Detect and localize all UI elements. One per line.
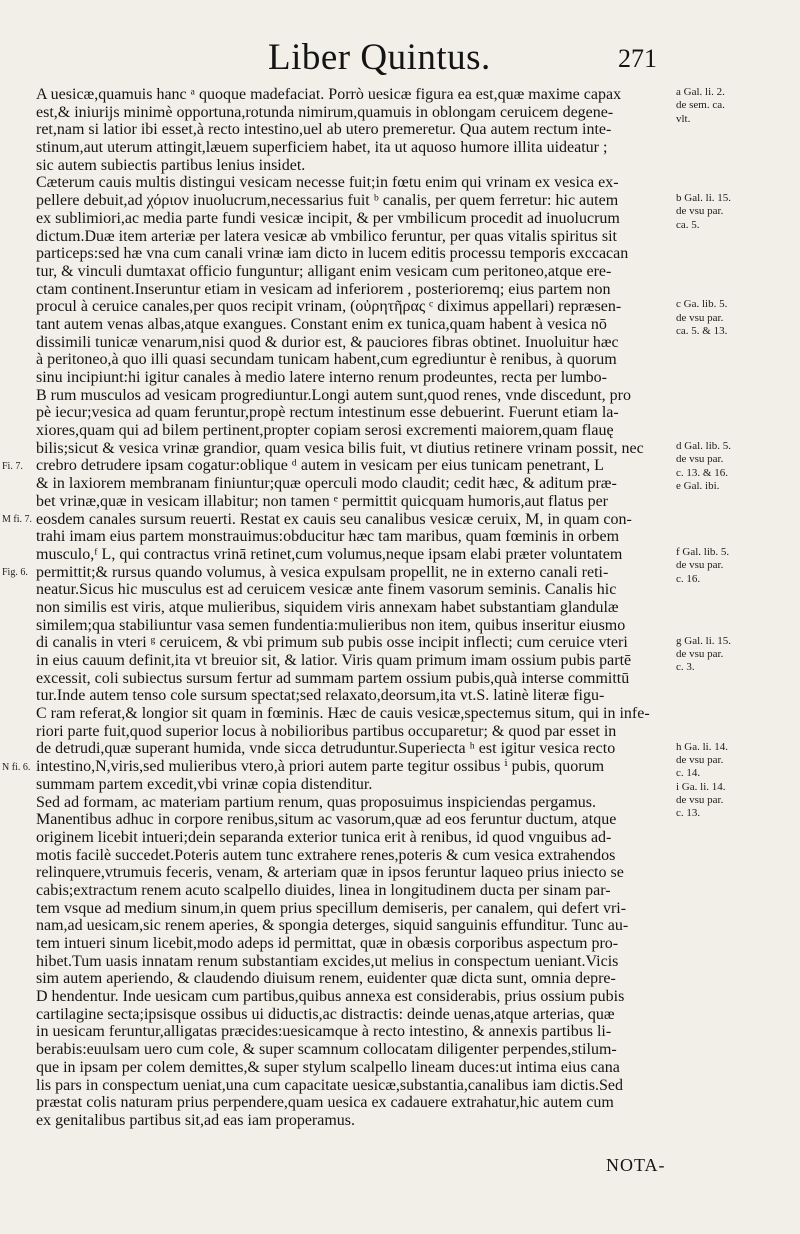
text-line: trahi imam eius partem monstrauimus:obducitur hæc tam maribus, quam fœminis in orbem (36, 528, 620, 546)
text-line: à peritoneo,à quo illi quasi secundam tunicam habent,cum egrediuntur è renibus, à quorum (36, 351, 617, 369)
right-margin-note: e Gal. ibi. (676, 479, 720, 492)
text-line: non similis est viris, atque mulieribus, siquidem viris annexam habet substantiam glandulæ (36, 598, 619, 616)
right-margin-note: de vsu par. (676, 647, 724, 660)
body-text (36, 86, 672, 1130)
text-line: ret,nam si latior ibi esset,à recto intestino,uel ab utero premeretur. Qua autem rectum inte- (36, 121, 612, 139)
right-margin-note: de vsu par. (676, 205, 724, 218)
text-line: & in laxiorem membranam finiuntur;quæ operculi modo claudit; cedit hæc, & aditum præ- (36, 475, 617, 493)
right-margin-note: ca. 5. & 13. (676, 324, 728, 337)
right-margin-note: h Ga. li. 14. (676, 740, 728, 753)
text-line: Sed ad formam, ac materiam partium renum, quas proposuimus inspiciendas pergamus. (36, 793, 597, 811)
text-line: tur, & vinculi dumtaxat officio funguntur; alligant enim vesicam cum peritoneo,atque ere- (36, 262, 612, 280)
right-margin-note: de sem. ca. (676, 99, 725, 112)
text-line: lis pars in conspectum ueniat,una cum capacitate uesicæ,substantia,canalibus iam dictis.Sed (36, 1076, 623, 1094)
text-line: tem vsque ad medium sinum,in quem prius specillum demiseris, per canalem, qui defert vri- (36, 899, 627, 917)
text-line: relinquere,vtrumuis feceris, venam, & arteriam quæ in ipsos feruntur laqueo prius iniecto se (36, 864, 624, 882)
text-line: procul à ceruice canales,per quos recipit vrinam, (οὐρητῆρας ᶜ diximus appellari) repræsen- (36, 298, 622, 316)
text-line: sinu incipiunt:hi igitur canales à medio latere interno renum prodeuntes, recta per lumbo- (36, 369, 607, 386)
page-title: Liber Quintus. (268, 37, 491, 78)
right-margin-note: de vsu par. (676, 754, 724, 767)
text-line: in uesicam feruntur,alligatas præcides:uesicamque à recto intestino, & annexis partibus li- (36, 1023, 612, 1041)
right-margin-note: c. 14. (676, 767, 701, 780)
left-margin-note: Fig. 6. (2, 566, 28, 578)
right-margin-note: de vsu par. (676, 311, 724, 324)
text-line: ex genitalibus partibus sit,ad eas iam properamus. (36, 1111, 356, 1129)
right-margin-note: c. 13. & 16. (676, 466, 728, 479)
text-line: præstat colis naturam prius perpendere,quam uesica ex cadauere extrahatur,hic autem cum (36, 1094, 614, 1112)
right-margin-note: de vsu par. (676, 453, 724, 466)
text-line: ctam continent.Inseruntur etiam in vesicam ad inferiorem , posterioremq; eius partem non (36, 280, 611, 298)
text-line: berabis:euulsam uero cum cole, & super scamnum collocatam diligenter perpendes,stilum- (36, 1041, 617, 1059)
text-line: pellere debuit,ad χόριον inuolucrum,necessarius fuit ᵇ canalis, per quem ferretur: hic autem (36, 192, 619, 210)
text-line: similem;qua stabiliuntur vasa semen fundentia:mulieribus non item, quibus inseritur eiusmo (36, 616, 626, 634)
text-line: excessit, coli subiectus sursum fertur ad summam partem ossium pubis,quà interse committū (36, 669, 630, 687)
text-line: sic autem subiectis partibus lenius insidet. (36, 156, 306, 174)
text-line: crebro detrudere ipsam cogatur:oblique ᵈ autem in vesicam per eius tunicam penetrant, L (36, 457, 604, 475)
text-line: dictum.Duæ item arteriæ per latera vesicæ ab vmbilico feruntur, per quas vitalis spiritus sit (36, 227, 617, 245)
right-margin-note: c. 16. (676, 572, 701, 585)
right-margin-note: b Gal. li. 15. (676, 192, 731, 205)
text-line: stinum,aut uterum attingit,læuem superficiem habet, ita ut aquoso humore illita uideatur ; (36, 139, 608, 157)
text-line: sim autem aperiendo, & claudendo diuisum renem, euidenter quæ dicta sunt, omnia depre- (36, 970, 616, 988)
text-line: xiores,quam qui ad bilem pertinent,propter copiam serosi excrementi maiorem,quam flauę (36, 422, 614, 440)
right-margin-note: c. 3. (676, 661, 695, 674)
text-line: cartilagine secta;ipsisque ossibus ui diductis,ac distractis: deinde uenas,atque arterias, quæ (36, 1005, 615, 1023)
text-line: bilis;sicut & vesica vrinæ grandior, quam vesica bilis fuit, vt diutius retinere vrinam possit, nec (36, 439, 644, 457)
text-line: tem intueri sinum licebit,modo adeps id permittat, quæ in obæsis corporibus aspectum pro- (36, 935, 619, 952)
text-line: C ram referat,& longior sit quam in fœminis. Hæc de cauis vesicæ,spectemus situm, qui in infe- (36, 705, 650, 723)
text-line: particeps:sed hæ vna cum canali vrinæ iam dicto in lucem editis processu temporis exccacan (36, 245, 629, 263)
text-line: in eius cauum definit,ita vt breuior sit, & latior. Viris quam primum imam ossium pubis partē (36, 652, 632, 669)
text-line: D hendentur. Inde uesicam cum partibus,quibus annexa est considerabis, prius ossium pubis (36, 988, 625, 1006)
text-line: permittit;& rursus quando volumus, à vesica expulsam propellit, ne in externo canali reti- (36, 563, 609, 581)
text-line: di canalis in vteri ᵍ ceruicem, & vbi primum sub pubis osse incipit inflecti; cum ceruice vteri (36, 634, 628, 652)
text-line: est,& iniurijs minimè opportuna,rotunda nimirum,quamuis in oblongam ceruicem degene- (36, 103, 614, 121)
right-margin-note: g Gal. li. 15. (676, 634, 731, 647)
text-line: cabis;extractum renem acuto scalpello diuides, linea in longitudinem ducta per sinam par- (36, 881, 611, 899)
text-line: eosdem canales sursum reuerti. Restat ex cauis seu canalibus vesicæ ceruix, M, in quam con- (36, 510, 632, 528)
text-line: Cæterum cauis multis distingui vesicam necesse fuit;in fœtu enim qui vrinam ex vesica ex- (36, 174, 619, 192)
text-line: musculo,ᶠ L, qui contractus vrinā retinet,cum volumus,neque ipsam elabi præter voluntatem (36, 545, 623, 563)
text-line: dissimili tunicæ venarum,nisi quod & durior est, & pauciores fibras obtinet. Inuoluitur hæc (36, 333, 619, 351)
left-margin-note: N fi. 6. (2, 761, 31, 773)
text-line: B rum musculos ad vesicam progrediuntur.Longi autem sunt,quod renes, vnde discedunt, pro (36, 386, 631, 404)
text-line: Manentibus adhuc in corpore renibus,situm ac vasorum,quæ ad eos feruntur ductum, atque (36, 811, 617, 829)
left-margin-note: Fi. 7. (2, 460, 23, 472)
text-line: neatur.Sicus hic musculus est ad ceruicem vesicæ ante finem vasorum seminis. Canalis hic (36, 581, 617, 599)
text-line: summam partem excedit,vbi vrinæ copia distenditur. (36, 775, 373, 793)
text-line: tur.Inde autem tenso cole sursum spectat;sed relaxato,deorsum,ita vt.S. latinè literæ figu- (36, 687, 605, 705)
catchword: NOTA- (606, 1155, 666, 1175)
page-number: 271 (618, 44, 657, 73)
text-line: hibet.Tum uasis innatam renum substantiam excides,ut melius in conspectum ueniant.Vicis (36, 952, 619, 970)
text-line: tant autem venas albas,atque exangues. Constant enim ex tunica,quam habent à vesica nō (36, 315, 607, 333)
text-line: pè iecur;vesica ad quam feruntur,propè rectum intestinum esse debuerint. Fuerunt etiam la- (36, 404, 619, 422)
text-line: ex sublimiori,ac media parte fundi vesicæ incipit, & per vmbilicum procedit ad inuolucrum (36, 209, 620, 227)
right-margin-note: a Gal. li. 2. (676, 86, 725, 98)
right-margin-note: c. 13. (676, 807, 701, 820)
text-line: de detrudi,quæ superant humida, vnde sicca detruduntur.Superiecta ʰ est igitur vesica recto (36, 740, 616, 758)
right-margin-note: ca. 5. (676, 218, 700, 231)
right-margin-note: d Gal. lib. 5. (676, 440, 731, 452)
right-margin-note: f Gal. lib. 5. (676, 546, 730, 559)
right-margin-note: de vsu par. (676, 559, 724, 572)
right-margin-note: c Ga. lib. 5. (676, 298, 728, 311)
text-line: que in ipsam per colem demittes,& super stylum scalpello lineam duces:ut intima eius cana (36, 1058, 620, 1076)
right-margin-note: i Ga. li. 14. (676, 780, 726, 793)
text-line: motis facilè succedet.Poteris autem tunc extrahere renes,poteris & cum vesica extrahendos (36, 846, 616, 864)
text-line: riori parte fuit,quod superior locus à nobilioribus partibus occuparetur; & quod par esset in (36, 722, 617, 740)
left-margin-note: M fi. 7. (2, 513, 32, 525)
right-margin-note: vlt. (676, 112, 691, 125)
text-line: A uesicæ,quamuis hanc ᵃ quoque madefaciat. Porrò uesicæ figura ea est,quæ maxime capax (36, 86, 622, 103)
text-line: nam,ad uesicam,sic renem aperies, & spongia deterges, siquid sanguinis effunditur. Tunc au- (36, 917, 629, 935)
text-line: bet vrinæ,quæ in vesicam illabitur; non tamen ᵉ permittit quicquam humoris,aut flatus per (36, 492, 608, 510)
text-line: originem licebit intueri;dein separanda exterior tunica erit à renibus, id quod vnguibus ad- (36, 828, 612, 846)
right-margin-note: de vsu par. (676, 794, 724, 806)
text-line: intestino,N,viris,sed mulieribus vtero,à priori autem parte tegitur ossibus ⁱ pubis, quorum (36, 758, 605, 776)
